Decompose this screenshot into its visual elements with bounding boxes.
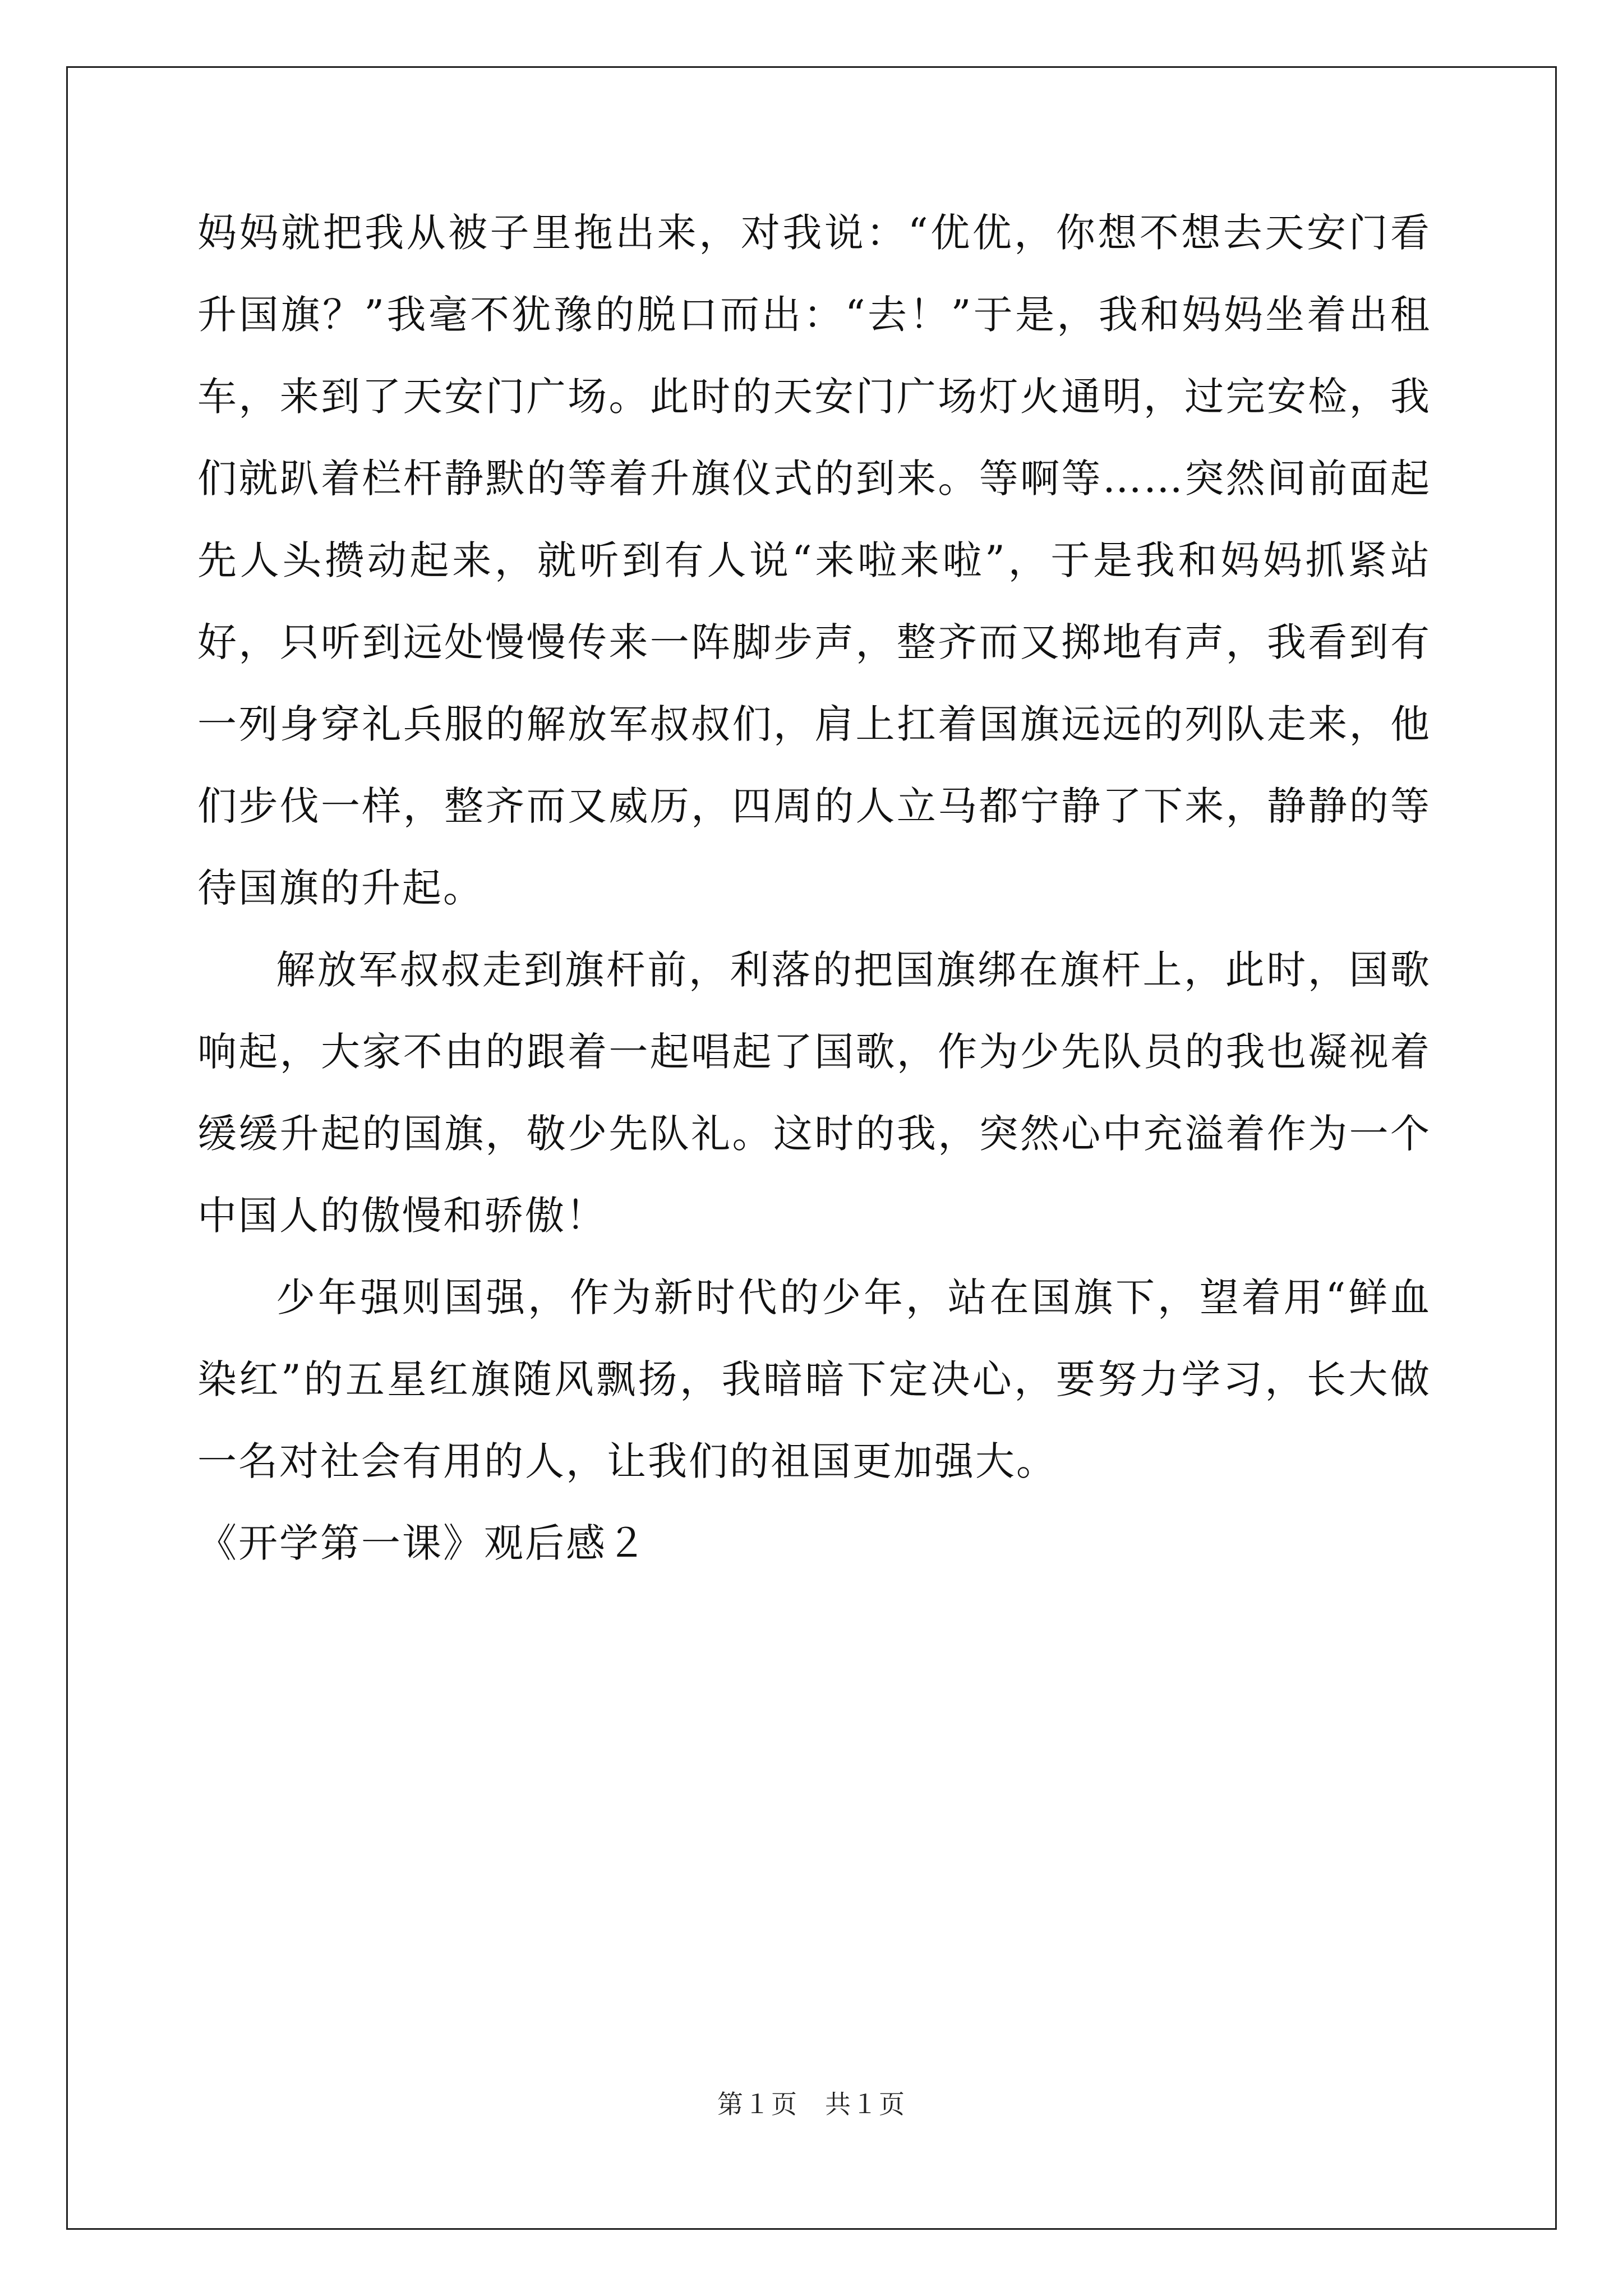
paragraph-1: 妈妈就把我从被子里拖出来，对我说：“优优，你想不想去天安门看升国旗？”我毫不犹豫的脱口而出：“去！”于是，我和妈妈坐着出租车，来到了天安门广场。此时的天安门广场灯火通明，过完安检，我们就趴着栏杆静默的等着升旗仪式的到来。等啊等……突然间前面起先人头攒动起来，就听到有人说“来啦来啦”，于是我和妈妈抓紧站好，只听到远处慢慢传来一阵脚步声，整齐而又掷地有声，我看到有一列身穿礼兵服的解放军叔叔们，肩上扛着国旗远远的列队走来，他们步伐一样，整齐而又威历，四周的人立马都宁静了下来，静静的等待国旗的升起。 bbox=[197, 210, 1431, 911]
paragraph-2: 解放军叔叔走到旗杆前，利落的把国旗绑在旗杆上，此时，国歌响起，大家不由的跟着一起唱起了国歌，作为少先队员的我也凝视着缓缓升起的国旗，敬少先队礼。这时的我，突然心中充溢着作为一个中国人的傲慢和骄傲！ bbox=[197, 947, 1431, 1239]
page-number-footer: 第１页 共１页 bbox=[717, 2089, 906, 2119]
paragraph-3: 少年强则国强，作为新时代的少年，站在国旗下，望着用“鲜血染红”的五星红旗随风飘扬，我暗暗下定决心，要努力学习，长大做一名对社会有用的人，让我们的祖国更加强大。 bbox=[197, 1274, 1431, 1484]
document-body bbox=[197, 192, 1431, 1584]
section-heading: 《开学第一课》观后感２ bbox=[197, 1520, 648, 1566]
